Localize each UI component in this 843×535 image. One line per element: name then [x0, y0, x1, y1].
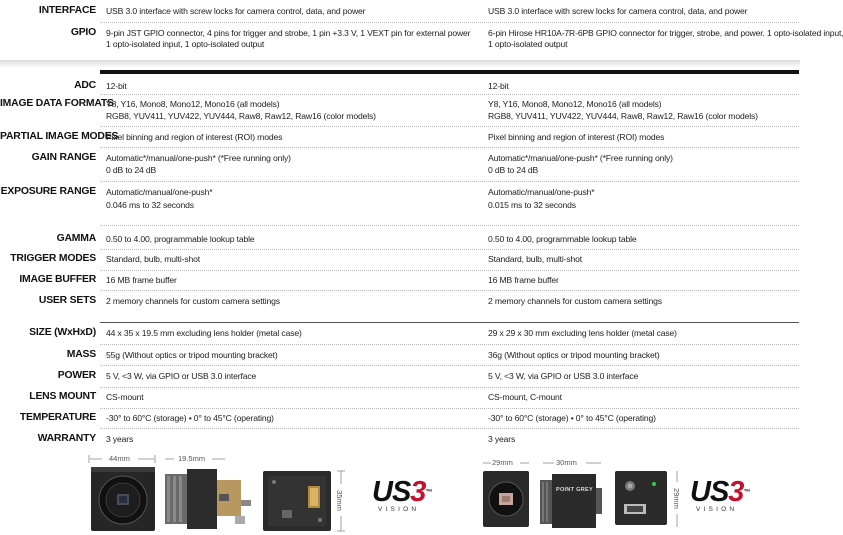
row-label-trigger-modes: TRIGGER MODES: [10, 253, 96, 264]
cell-gain-left-line2: 0 dB to 24 dB: [106, 165, 157, 175]
cell-usersets-right: 2 memory channels for custom camera settings: [488, 296, 662, 306]
dimension-label: 30mm: [556, 458, 577, 467]
logo-usb-text: US: [690, 476, 729, 508]
cell-adc-left: 12-bit: [106, 81, 127, 91]
row-label-warranty: WARRANTY: [37, 433, 96, 444]
cell-gamma-right: 0.50 to 4.00, programmable lookup table: [488, 234, 637, 244]
row-label-power: POWER: [57, 370, 96, 381]
dimension-label: 29mm: [671, 488, 681, 509]
row-divider: [100, 290, 799, 291]
cell-gpio-right-line2: 1 opto-isolated output: [488, 39, 568, 49]
dimension-label: 35mm: [334, 490, 344, 511]
camera-front-photo: [90, 466, 156, 532]
row-label-mass: MASS: [66, 349, 96, 360]
row-label-interface: INTERFACE: [38, 5, 96, 16]
cell-partial-left: Pixel binning and region of interest (ROI) modes: [106, 132, 283, 142]
cell-gain-right-line2: 0 dB to 24 dB: [488, 165, 539, 175]
section-shadow: [0, 60, 800, 68]
cell-gain-right-line1: Automatic*/manual/one-push* (*Free running only): [488, 153, 673, 163]
row-label-lens-mount: LENS MOUNT: [29, 391, 96, 402]
cell-gpio-left-line2: 1 opto-isolated input, 1 opto-isolated output: [106, 39, 265, 49]
row-label-image-data-formats: IMAGE DATA FORMATS: [0, 98, 114, 109]
row-divider: [100, 181, 799, 182]
row-divider: [100, 387, 799, 388]
row-label-size: SIZE (WxHxD): [29, 327, 96, 338]
cell-formats-left-line2: RGB8, YUV411, YUV422, YUV444, Raw8, Raw12, Raw16 (color models): [106, 111, 376, 121]
cell-mass-right: 36g (Without optics or tripod mounting bracket): [488, 350, 660, 360]
cell-usersets-left: 2 memory channels for custom camera settings: [106, 296, 280, 306]
row-divider: [100, 22, 799, 23]
usb3-vision-logo: [690, 478, 749, 507]
row-divider: [100, 428, 799, 429]
dimension-label: 44mm: [109, 454, 130, 463]
row-label-exposure-range: EXPOSURE RANGE: [0, 186, 96, 197]
row-divider: [100, 344, 799, 345]
row-label-partial-image-modes: PARTIAL IMAGE MODES: [0, 131, 119, 142]
cell-lens-right: CS-mount, C-mount: [488, 392, 562, 402]
camera-side-photo: [538, 470, 604, 532]
row-label-gamma: GAMMA: [56, 233, 96, 244]
logo-usb-text: US: [372, 476, 411, 508]
cell-formats-left-line1: Y8, Y16, Mono8, Mono12, Mono16 (all models): [106, 99, 280, 109]
cell-trigger-right: Standard, bulb, multi-shot: [488, 254, 583, 264]
cell-trigger-left: Standard, bulb, multi-shot: [106, 254, 201, 264]
row-divider: [100, 225, 799, 226]
camera-back-photo: [262, 470, 332, 532]
cell-exposure-right-line2: 0.015 ms to 32 seconds: [488, 200, 576, 210]
row-divider: [100, 408, 799, 409]
cell-exposure-left-line1: Automatic/manual/one-push*: [106, 187, 213, 197]
cell-formats-right-line1: Y8, Y16, Mono8, Mono12, Mono16 (all models): [488, 99, 662, 109]
row-label-user-sets: USER SETS: [38, 295, 96, 306]
cell-power-left: 5 V, <3 W, via GPIO or USB 3.0 interface: [106, 371, 257, 381]
cell-buffer-right: 16 MB frame buffer: [488, 275, 559, 285]
dimension-label: 19.5mm: [178, 454, 206, 463]
cell-warranty-left: 3 years: [106, 434, 134, 444]
cell-temp-right: -30° to 60°C (storage) • 0° to 45°C (operating): [488, 413, 656, 423]
camera-side-photo: [163, 466, 255, 532]
row-divider: [100, 94, 799, 95]
usb3-vision-logo: [372, 478, 431, 507]
cell-exposure-right-line1: Automatic/manual/one-push*: [488, 187, 595, 197]
cell-warranty-right: 3 years: [488, 434, 516, 444]
cell-size-right: 29 x 29 x 30 mm excluding lens holder (metal case): [488, 328, 677, 338]
logo-tm: ™: [743, 489, 750, 496]
camera-front-photo: [482, 470, 530, 532]
cell-power-right: 5 V, <3 W, via GPIO or USB 3.0 interface: [488, 371, 639, 381]
logo-three-text: 3: [410, 476, 426, 508]
cell-gamma-left: 0.50 to 4.00, programmable lookup table: [106, 234, 255, 244]
dimension-label: 29mm: [492, 458, 513, 467]
logo-tm: ™: [425, 489, 432, 496]
row-label-adc: ADC: [74, 80, 96, 91]
section-divider-thick: [100, 70, 799, 74]
cell-size-left: 44 x 35 x 19.5 mm excluding lens holder (metal case): [106, 328, 302, 338]
row-label-temperature: TEMPERATURE: [19, 412, 96, 423]
cell-interface-left: USB 3.0 interface with screw locks for camera control, data, and power: [106, 6, 366, 16]
section-divider: [100, 322, 799, 323]
cell-interface-right: USB 3.0 interface with screw locks for camera control, data, and power: [488, 6, 748, 16]
row-divider: [100, 147, 799, 148]
logo-vision-text: VISION: [378, 506, 420, 513]
logo-vision-text: VISION: [696, 506, 738, 513]
row-divider: [100, 270, 799, 271]
row-divider: [100, 365, 799, 366]
cell-gpio-right-line1: 6-pin Hirose HR10A-7R-6PB GPIO connector for trigger, strobe, and power. 1 opto-isolated input,: [488, 28, 843, 38]
row-label-gain-range: GAIN RANGE: [31, 152, 96, 163]
row-divider: [100, 249, 799, 250]
brand-label: POINT GREY: [556, 487, 593, 493]
cell-gain-left-line1: Automatic*/manual/one-push* (*Free running only): [106, 153, 291, 163]
cell-buffer-left: 16 MB frame buffer: [106, 275, 177, 285]
cell-temp-left: -30° to 60°C (storage) • 0° to 45°C (operating): [106, 413, 274, 423]
cell-adc-right: 12-bit: [488, 81, 509, 91]
row-label-image-buffer: IMAGE BUFFER: [19, 274, 96, 285]
row-label-gpio: GPIO: [70, 27, 96, 38]
cell-gpio-left-line1: 9-pin JST GPIO connector, 4 pins for trigger and strobe, 1 pin +3.3 V, 1 VEXT pin for external power: [106, 28, 471, 38]
row-divider: [100, 126, 799, 127]
camera-back-photo: [614, 470, 668, 528]
cell-formats-right-line2: RGB8, YUV411, YUV422, YUV444, Raw8, Raw12, Raw16 (color models): [488, 111, 758, 121]
cell-exposure-left-line2: 0.046 ms to 32 seconds: [106, 200, 194, 210]
cell-partial-right: Pixel binning and region of interest (ROI) modes: [488, 132, 665, 142]
cell-lens-left: CS-mount: [106, 392, 144, 402]
cell-mass-left: 55g (Without optics or tripod mounting bracket): [106, 350, 278, 360]
logo-three-text: 3: [728, 476, 744, 508]
